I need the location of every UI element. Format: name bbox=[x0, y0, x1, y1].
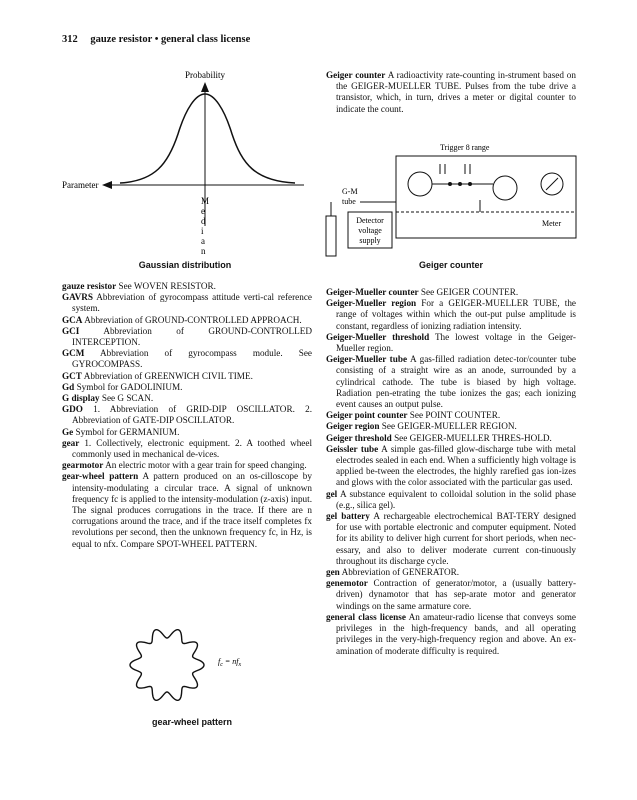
entry-term: gel bbox=[326, 488, 338, 499]
entry-term: Geiger-Mueller region bbox=[326, 298, 417, 309]
left-entry bbox=[62, 326, 312, 348]
right-entry bbox=[326, 354, 576, 410]
right-entry bbox=[326, 489, 576, 511]
entry-definition: A pattern produced on an os-cilloscope by intensity-modulating a circular trace. A signal of unknown frequency fc is applied to the intensity-modulation (z-axis) input. The signal produces corrugations in the trace. If there are n corrugations around the trace, and if the trace itself completes fx revolutions per second, then the unknown frequency fc, in Hz, is equal to nfx. Compare SPOT-WHEEL PATTERN. bbox=[72, 471, 312, 549]
trigger-range-label: Trigger 8 range bbox=[440, 143, 490, 152]
entry-definition: A rechargeable electrochemical BAT-TERY designed for use with portable electronic and computer equipment. Noted for its ability to deliver high current for short periods, when nec-essary, and also to deliver moderate current con-tinuously throughout its discharge cycle. bbox=[336, 511, 577, 566]
gear-wheel-caption: gear-wheel pattern bbox=[151, 717, 233, 727]
entry-term: genemotor bbox=[326, 578, 368, 589]
right-entry bbox=[326, 567, 576, 578]
left-column bbox=[62, 281, 312, 550]
bell-curve bbox=[120, 94, 295, 183]
right-entry bbox=[326, 511, 576, 567]
meter-label: Meter bbox=[542, 219, 562, 228]
entry-definition: An amateur-radio license that conveys some privileges in the high-frequency bands, and all operating privileges in the very-high-frequency region and above. An ex-amination of moderate difficulty is required. bbox=[336, 611, 576, 656]
entry-definition: Abbreviation of GROUND-CONTROLLED INTERCEPTION. bbox=[72, 325, 312, 348]
entry-definition: The lowest voltage in the Geiger-Mueller region. bbox=[336, 331, 576, 354]
entry-definition: See POINT COUNTER. bbox=[409, 410, 501, 421]
entry-term: Geiger-Mueller threshold bbox=[326, 331, 430, 342]
entry-term: Geissler tube bbox=[326, 443, 379, 454]
right-entry bbox=[326, 410, 576, 421]
entry-definition: 1. Collectively, electronic equipment. 2. A toothed wheel commonly used in mechanical de-vices. bbox=[72, 437, 313, 460]
entry-term: gearmotor bbox=[62, 460, 104, 471]
entry-definition: Symbol for GADOLINIUM. bbox=[76, 381, 183, 392]
entry-term: Ge bbox=[62, 426, 74, 437]
entry-definition: 1. Abbreviation of GRID-DIP OSCILLATOR. 2. Abbreviation of GATE-DIP OSCILLATOR. bbox=[72, 404, 312, 426]
gear-wheel-diagram bbox=[112, 620, 272, 710]
left-entry bbox=[62, 471, 312, 549]
entry-term: Geiger region bbox=[326, 421, 380, 432]
entry-definition: An electric motor with a gear train for speed changing. bbox=[105, 460, 307, 471]
entry-definition: Abbreviation of gyrocompass attitude verti-cal reference system. bbox=[72, 292, 312, 314]
entry-definition: Abbreviation of gyrocompass module. See GYROCOMPASS. bbox=[72, 348, 312, 370]
entry-term: Geiger point counter bbox=[326, 410, 408, 421]
entry-term: gauze resistor bbox=[62, 281, 117, 291]
entry-definition: Abbreviation of GENERATOR. bbox=[341, 567, 460, 578]
entry-definition: Symbol for GERMANIUM. bbox=[75, 426, 180, 437]
entry-definition: See GEIGER COUNTER. bbox=[420, 287, 519, 297]
gaussian-caption: Gaussian distribution bbox=[138, 260, 232, 270]
probability-label: Probability bbox=[185, 70, 225, 80]
entry-definition: See WOVEN RESISTOR. bbox=[118, 281, 216, 291]
right-entry bbox=[326, 612, 576, 657]
entry-definition: A simple gas-filled glow-discharge tube with metal electrodes sealed in each end. When a sufficiently high voltage is applied be-tween the electrodes, the highly rarefied gas ion-izes and glows with the color associated with the particular gas used. bbox=[336, 443, 577, 488]
entry-term: Geiger-Mueller counter bbox=[326, 287, 419, 297]
left-entry bbox=[62, 371, 312, 382]
left-entry bbox=[62, 292, 312, 314]
running-title: gauze resistor • general class license bbox=[90, 34, 251, 45]
transistor-2 bbox=[493, 176, 517, 200]
entry-term: GCT bbox=[62, 370, 82, 381]
left-entry bbox=[62, 393, 312, 404]
entry-definition: Abbreviation of GREENWICH CIVIL TIME. bbox=[83, 370, 253, 381]
right-entry bbox=[326, 421, 576, 432]
entry-term: gear bbox=[62, 437, 80, 448]
entry-term: G display bbox=[62, 393, 100, 404]
entry-term: Gd bbox=[62, 381, 75, 392]
parameter-arrow bbox=[102, 181, 112, 189]
page-number: 312 bbox=[62, 34, 78, 45]
geiger-caption: Geiger counter bbox=[418, 260, 483, 270]
right-column bbox=[326, 287, 576, 657]
entry-term: GDO bbox=[62, 404, 83, 415]
entry-term: GCA bbox=[62, 314, 83, 325]
gear-formula: $f_c = nf_x$ bbox=[218, 657, 242, 668]
geiger-schematic bbox=[320, 140, 580, 265]
gm-tube bbox=[326, 216, 336, 256]
entry-definition: For a GEIGER-MUELLER TUBE, the range of voltages within which the out-put pulse amplitude is constant, regardless of ionizing radiation intensity. bbox=[336, 298, 576, 331]
detector-line-2: voltage bbox=[358, 226, 382, 235]
detector-line-1: Detector bbox=[356, 216, 384, 225]
entry-term: gen bbox=[326, 567, 340, 578]
left-entry bbox=[62, 460, 312, 471]
entry-definition: See G SCAN. bbox=[101, 393, 154, 404]
right-entry bbox=[326, 332, 576, 354]
entry-term: gel battery bbox=[326, 511, 370, 522]
entry-term: GAVRS bbox=[62, 292, 93, 303]
left-entry bbox=[62, 427, 312, 438]
left-entry bbox=[62, 281, 312, 292]
tube-label: tube bbox=[342, 197, 356, 206]
detector-line-3: supply bbox=[359, 236, 381, 245]
right-top-text bbox=[326, 70, 576, 115]
entry-definition: A gas-filled radiation detec-tor/counter tube consisting of a straight wire as an anode, surrounded by a cylindrical cathode. The tube is biased by high voltage. Radiation pen-etrating the tube ionizes the gas; each ionizing event causes an output pulse. bbox=[336, 354, 577, 410]
median-label: M e d i a n bbox=[201, 196, 210, 256]
entry-term: general class license bbox=[326, 611, 406, 622]
gaussian-diagram bbox=[60, 64, 310, 276]
page-header bbox=[62, 34, 250, 45]
entry-definition: Contraction of generator/motor, a (usually battery-driven) dynamotor that has sep-arate motor and generator windings on the same armature core. bbox=[336, 578, 577, 611]
left-entry bbox=[62, 382, 312, 393]
right-entry bbox=[326, 287, 576, 298]
right-entry bbox=[326, 578, 576, 612]
left-entry bbox=[62, 404, 312, 426]
entry-definition: A substance equivalent to colloidal solution in the solid phase (e.g., silica gel). bbox=[336, 488, 577, 510]
gm-label: G-M bbox=[342, 187, 358, 196]
left-entry bbox=[62, 348, 312, 370]
gear-wheel-trace bbox=[130, 630, 204, 701]
right-entry bbox=[326, 298, 576, 332]
right-entry bbox=[326, 444, 576, 489]
entry-term: GCI bbox=[62, 325, 80, 336]
entry-definition: See GEIGER-MUELLER REGION. bbox=[381, 421, 517, 432]
parameter-label: Parameter bbox=[62, 180, 99, 190]
entry-definition: Abbreviation of GROUND-CONTROLLED APPROACH. bbox=[84, 314, 302, 325]
entry-geiger-counter: Geiger counter A radioactivity rate-counting in-strument based on the GEIGER-MUELLER TUBE. Pulses from the tube drive a transistor, which, in turn, drives a meter or digital counter to indicate the count. bbox=[326, 70, 576, 114]
probability-arrow bbox=[201, 82, 209, 92]
transistor-1 bbox=[408, 172, 432, 196]
entry-term: Geiger-Mueller tube bbox=[326, 354, 408, 365]
entry-term: GCM bbox=[62, 348, 85, 359]
left-entry bbox=[62, 315, 312, 326]
entry-term: gear-wheel pattern bbox=[62, 471, 139, 482]
right-entry bbox=[326, 433, 576, 444]
entry-definition: See GEIGER-MUELLER THRES-HOLD. bbox=[394, 432, 552, 443]
entry-term: Geiger threshold bbox=[326, 432, 392, 443]
left-entry bbox=[62, 438, 312, 460]
